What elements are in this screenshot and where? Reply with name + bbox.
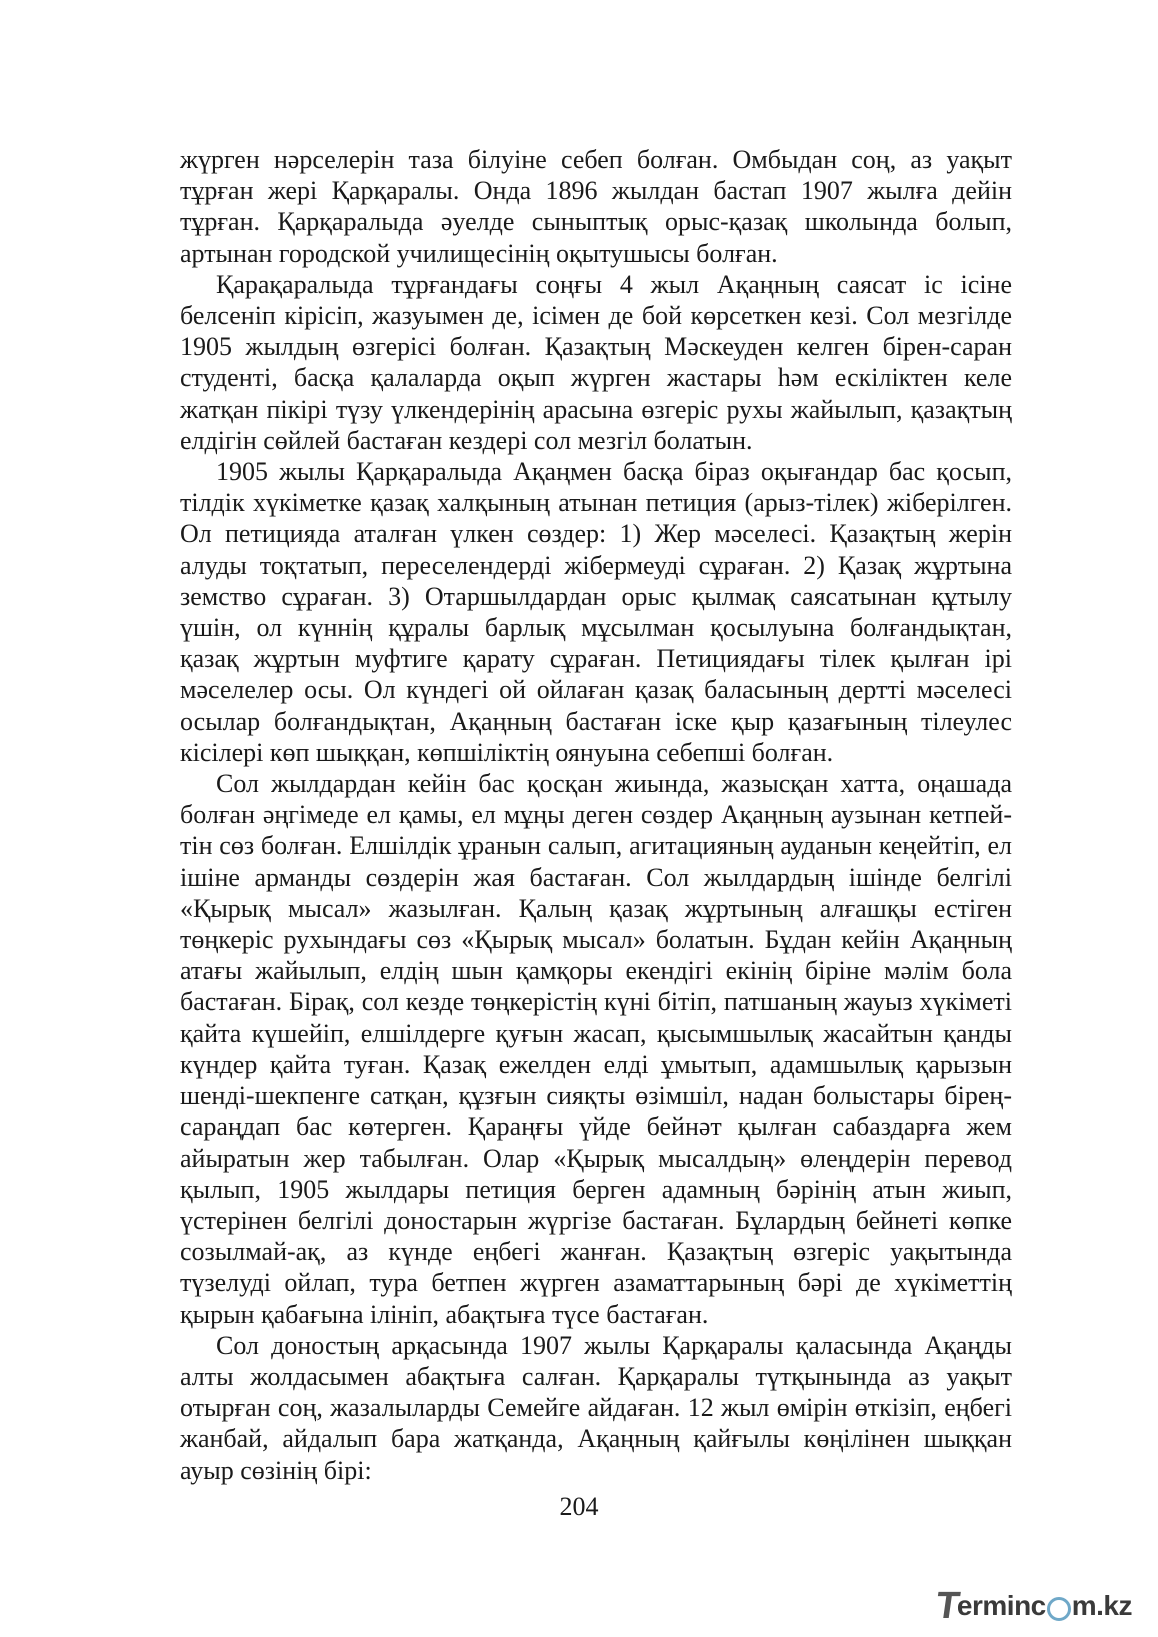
paragraph-3: 1905 жылы Қарқаралыда Ақаңмен басқа біраз оқығандар бас қосып, тілдік хүкіметке қазақ халқының атынан петиция (арыз-тілек) жіберілген. Ол петицияда аталған үлкен сөздер: 1) Жер мәселесі. Қазақтың жерін алуды тоқтатып, переселендерді жібермеуді сұраған. 2) Қазақ жұртына земство сұраған. 3) Отаршылдардан орыс қылмақ саясатынан құтылу үшін, ол күннің құралы барлық мұсылман қосылуына болғандықтан, қазақ жұртын муфтиге қарату сұраған. Петициядағы тілек қылған ірі мәселелер осы. Ол күндегі ой ойлаған қазақ баласының дертті мәселесі осылар болғандықтан, Ақаңның бастаған іске қыр қазағының тілеулес кісілері көп шыққан, көпшіліктің оянуына себепші болған. bbox=[180, 457, 1012, 767]
paragraph-1: жүрген нәрселерін таза білуіне себеп болған. Омбыдан соң, аз уақыт тұрған жері Қарқаралы. Онда 1896 жылдан бастап 1907 жылға дейін тұрған. Қарқаралыда әуелде сыныптық орыс-қазақ школында болып, артынан городской училищесінің оқытушысы болған. bbox=[180, 145, 1012, 268]
logo-text-b: m.kz bbox=[1071, 1590, 1132, 1621]
logo-letter-c: c bbox=[1030, 1590, 1046, 1621]
paragraph-4: Сол жылдардан кейін бас қосқан жиында, жазысқан хатта, оңашада болған әңгімеде ел қамы, ел мұңы деген сөздер Ақаңның аузынан кетпейтін сөз болған. Елшілдік ұранын салып, агитацияның ауданын кеңейтіп, ел ішіне арманды сөздерін жая бастаған. Сол жылдардың ішінде белгілі «Қырық мысал» жазылған. Қалың қазақ жұртының алғашқы естіген төңкеріс рухындағы сөз «Қырық мысал» болатын. Бұдан кейін Ақаңның атағы жайылып, елдің шын қамқоры екендігі екінің біріне мәлім бола бастаған. Бірақ, сол кезде төңкерістің күні бітіп, патшаның жауыз хүкіметі қайта күшейіп, елшілдерге қуғын жасап, қысымшылық жасайтын қанды күндер қайта туған. Қазақ ежелден елді ұмытып, адамшылық қарызын шенді-шекпенге сатқан, құзғын сияқты өзімшіл, надан болыстары біреңсараңдап бас көтерген. Қараңғы үйде бейнәт қылған сабаздарға жем айыратын жер табылған. Олар «Қырық мысалдың» өлеңдерін перевод қылып, 1905 жылдары петиция берген адамның бәрінің атын жиып, үстерінен белгілі доностарын жүргізе бастаған. Бұлардың бейнеті көпке созылмай-ақ, аз күнде еңбегі жанған. Қазақтың өзгеріс уақытында түзелуді ойлап, тура бетпен жүрген азаматтарының бәрі де хүкіметтің қырын қабағына ілініп, абақтыға түсе бастаған. bbox=[180, 769, 1012, 1329]
logo-letter-t: T bbox=[933, 1584, 962, 1627]
paragraph-5: Сол доностың арқасында 1907 жылы Қарқаралы қаласында Ақаңды алты жолдасымен абақтыға салған. Қарқаралы түтқынында аз уақыт отырған соң, жазалыларды Семейге айдаған. 12 жыл өмірін өткізіп, еңбегі жанбай, айдалып бара жатқанда, Ақаңның қайғылы көңілінен шыққан ауыр сөзінің бірі: bbox=[180, 1330, 1012, 1485]
logo-circle-icon bbox=[1047, 1597, 1071, 1621]
logo-text-a: ermin bbox=[956, 1590, 1031, 1621]
page-number: 204 bbox=[559, 1492, 599, 1521]
paragraph-2: Қарақаралыда тұрғандағы соңғы 4 жыл Ақаңның саясат іс ісіне белсеніп кірісіп, жазуымен де, ісімен де бой көрсеткен кезі. Сол мезгілде 1905 жылдың өзгерісі болған. Қазақтың Мәскеуден келген бірен-саран студенті, басқа қалаларда оқып жүрген жастары һәм ескіліктен келе жатқан пікірі түзу үлкендерінің арасына өзгеріс рухы жайылып, қазақтың елдігін сөйлей бастаған кездері сол мезгіл болатын. bbox=[180, 269, 1012, 455]
watermark-logo bbox=[933, 1584, 1132, 1627]
body-text bbox=[180, 144, 1012, 1486]
